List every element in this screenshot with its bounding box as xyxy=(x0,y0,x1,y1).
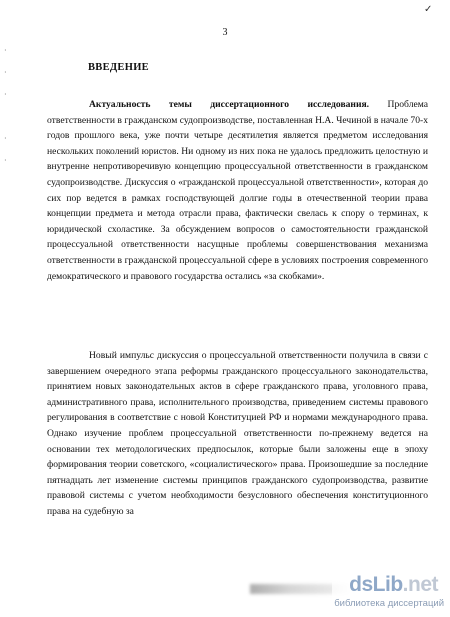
page-number: 3 xyxy=(222,27,228,38)
watermark xyxy=(332,571,450,617)
paragraph-2 xyxy=(47,348,428,520)
top-corner-mark: ✓ xyxy=(424,4,433,15)
paragraph-1 xyxy=(47,97,428,284)
paragraph-text: Новый импульс дискуссия о процессуальной ответственности получила в связи с завершением очередного этапа реформы гражданского процессуального законодательства, принятием новых законодательных актов в сфере гражданского права, уголовного права, административного права, исполнительного производства, приведением системы правового регулирования в соответствие с новой Конституцией РФ и нормами международного права. Однако изучение проблем процессуальной ответственности по-прежнему ведется на основании тех методологических предпосылок, которые были заложены еще в эпоху формирования теории советского, «социалистического» права. Произошедшие за последние пятнадцать лет изменение системы принципов гражданского судопроизводства, развитие правовой системы с учетом необходимости безусловного обеспечения конституционного права на судебную за xyxy=(47,350,428,517)
section-heading: ВВЕДЕНИЕ xyxy=(88,62,149,73)
watermark-logo: dsLib.net xyxy=(349,573,438,596)
paragraph-lead: Актуальность темы диссертационного исследования. xyxy=(89,99,370,110)
paragraph-text: Проблема ответственности в гражданском судопроизводстве, поставленная Н.А. Чечиной в начале 70-х годов прошлого века, уже почти четыре десятилетия является предметом исследования нескольких поколений юристов. Ни одному из них пока не удалось предложить целостную и внутренне непротиворечивую концепцию процессуальной ответственности в гражданском судопроизводстве. Дискуссия о «гражданской процессуальной ответственности», которая до сих пор ведется в рамках господствующей долгие годы в отечественной теории права концепции предмета и метода отрасли права, фактически свелась к спору о терминах, к юридической схоластике. За обсуждением вопросов о самостоятельности гражданской процессуальной ответственности насущные проблемы совершенствования механизма ответственности в гражданской процессуальной сфере в условиях построения современного демократического и правового государства остались «за скобками». xyxy=(47,99,428,282)
left-margin-marks: · · · · · xyxy=(4,46,7,165)
watermark-caption: библиотека диссертаций xyxy=(334,598,444,609)
